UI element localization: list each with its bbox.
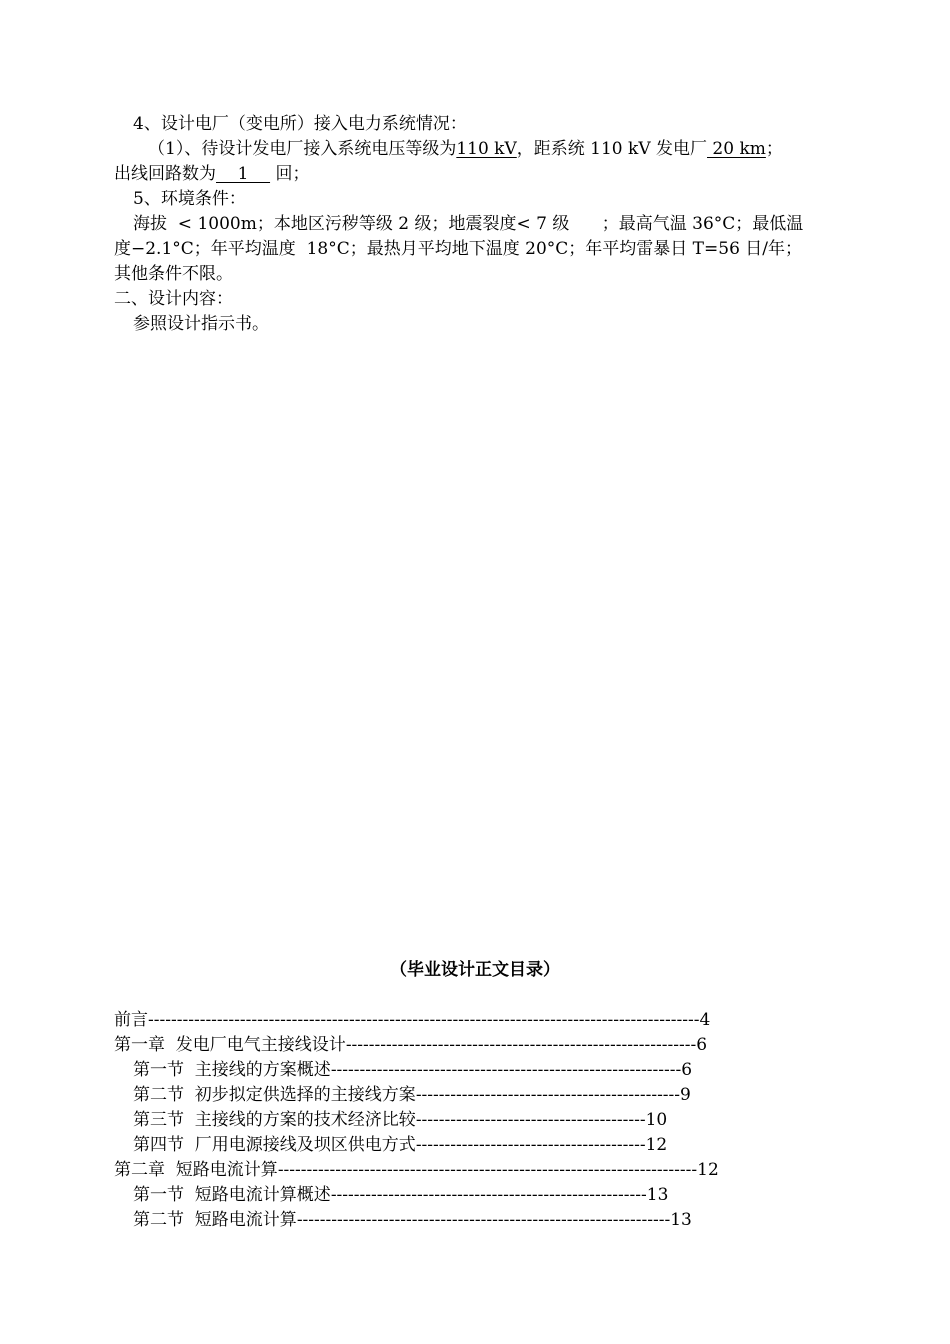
toc-page-number: 9 — [680, 1085, 691, 1105]
section2-body-text: 参照设计指示书。 — [133, 314, 269, 334]
section2-heading — [114, 287, 950, 311]
circuit-count-value: 1 — [216, 164, 271, 184]
item4-paragraph-line2 — [114, 162, 950, 186]
toc-page-number: 13 — [646, 1185, 669, 1205]
toc-title — [0, 958, 950, 982]
toc-entry-ch1-sec2[interactable] — [133, 1083, 691, 1107]
toc-page-number: 13 — [670, 1210, 692, 1230]
toc-leader: ------------------------------------------------------------- — [330, 1060, 682, 1080]
toc-entry-chapter1[interactable] — [114, 1033, 707, 1057]
distance-value: 20 km — [707, 139, 766, 159]
toc-leader: ---------------------------------------------- — [415, 1085, 681, 1105]
toc-page-number: 12 — [697, 1160, 719, 1180]
toc-leader: ----------------------------------------------------------------- — [296, 1210, 671, 1230]
toc-entry-ch2-sec1[interactable] — [133, 1183, 668, 1207]
item4-heading — [133, 112, 950, 136]
toc-entry-label: 第二节 初步拟定供选择的主接线方案 — [133, 1085, 416, 1105]
toc-entry-label: 第三节 主接线的方案的技术经济比较 — [133, 1110, 416, 1130]
item4-paragraph-line1 — [148, 137, 950, 161]
section2-body — [133, 312, 950, 336]
circuit-count-prefix: 出线回路数为 — [114, 164, 216, 184]
toc-entry-label: 前言 — [114, 1010, 148, 1030]
toc-title-text: （毕业设计正文目录） — [390, 960, 560, 980]
toc-entry-label: 第一节 短路电流计算概述 — [133, 1185, 331, 1205]
toc-entry-label: 第二章 短路电流计算 — [114, 1160, 278, 1180]
item4-heading-text: 4、设计电厂（变电所）接入电力系统情况： — [133, 114, 467, 134]
toc-entry-chapter2[interactable] — [114, 1158, 719, 1182]
toc-entry-ch1-sec4[interactable] — [133, 1133, 667, 1157]
item5-heading — [133, 187, 950, 211]
toc-leader: ------------------------------------------------------------------------------------------------ — [148, 1010, 700, 1030]
environment-line3 — [114, 262, 950, 286]
toc-leader: ---------------------------------------- — [415, 1110, 646, 1130]
toc-leader: ---------------------------------------- — [415, 1135, 646, 1155]
toc-entry-label: 第四节 厂用电源接线及坝区供电方式 — [133, 1135, 416, 1155]
circuit-count-end: 回； — [270, 164, 310, 184]
environment-line1-text: 海拔 < 1000m；本地区污秽等级 2 级；地震裂度< 7 级 ；最高气温 36°C；最低温 — [133, 214, 804, 234]
toc-page-number: 10 — [645, 1110, 668, 1130]
toc-page-number: 6 — [681, 1060, 693, 1080]
section2-heading-text: 二、设计内容： — [114, 289, 233, 309]
item5-heading-text: 5、环境条件： — [133, 189, 246, 209]
distance-prefix-text: ，距系统 110 kV 发电厂 — [516, 139, 708, 159]
voltage-value: 110 kV — [456, 139, 517, 159]
environment-line1 — [133, 212, 950, 236]
environment-line3-text: 其他条件不限。 — [114, 264, 233, 284]
toc-leader: ------------------------------------------------------------------------- — [277, 1160, 698, 1180]
toc-entry-ch2-sec2[interactable] — [133, 1208, 692, 1232]
toc-leader: ------------------------------------------------------------- — [345, 1035, 697, 1055]
toc-page-number: 4 — [699, 1010, 711, 1030]
environment-line2 — [114, 237, 950, 261]
toc-page-number: 6 — [696, 1035, 708, 1055]
toc-entry-ch1-sec1[interactable] — [133, 1058, 692, 1082]
line1-end: ； — [765, 139, 783, 159]
toc-page-number: 12 — [645, 1135, 668, 1155]
toc-leader: ------------------------------------------------------- — [330, 1185, 647, 1205]
voltage-prefix-text: （1）、待设计发电厂接入系统电压等级为 — [148, 139, 457, 159]
toc-entry-label: 第二节 短路电流计算 — [133, 1210, 297, 1230]
toc-entry-label: 第一节 主接线的方案概述 — [133, 1060, 331, 1080]
toc-entry-label: 第一章 发电厂电气主接线设计 — [114, 1035, 346, 1055]
toc-entry-ch1-sec3[interactable] — [133, 1108, 667, 1132]
environment-line2-text: 度−2.1°C；年平均温度 18°C；最热月平均地下温度 20°C；年平均雷暴日 T=56 日/年； — [114, 239, 803, 259]
toc-entry-preface[interactable] — [114, 1008, 710, 1032]
